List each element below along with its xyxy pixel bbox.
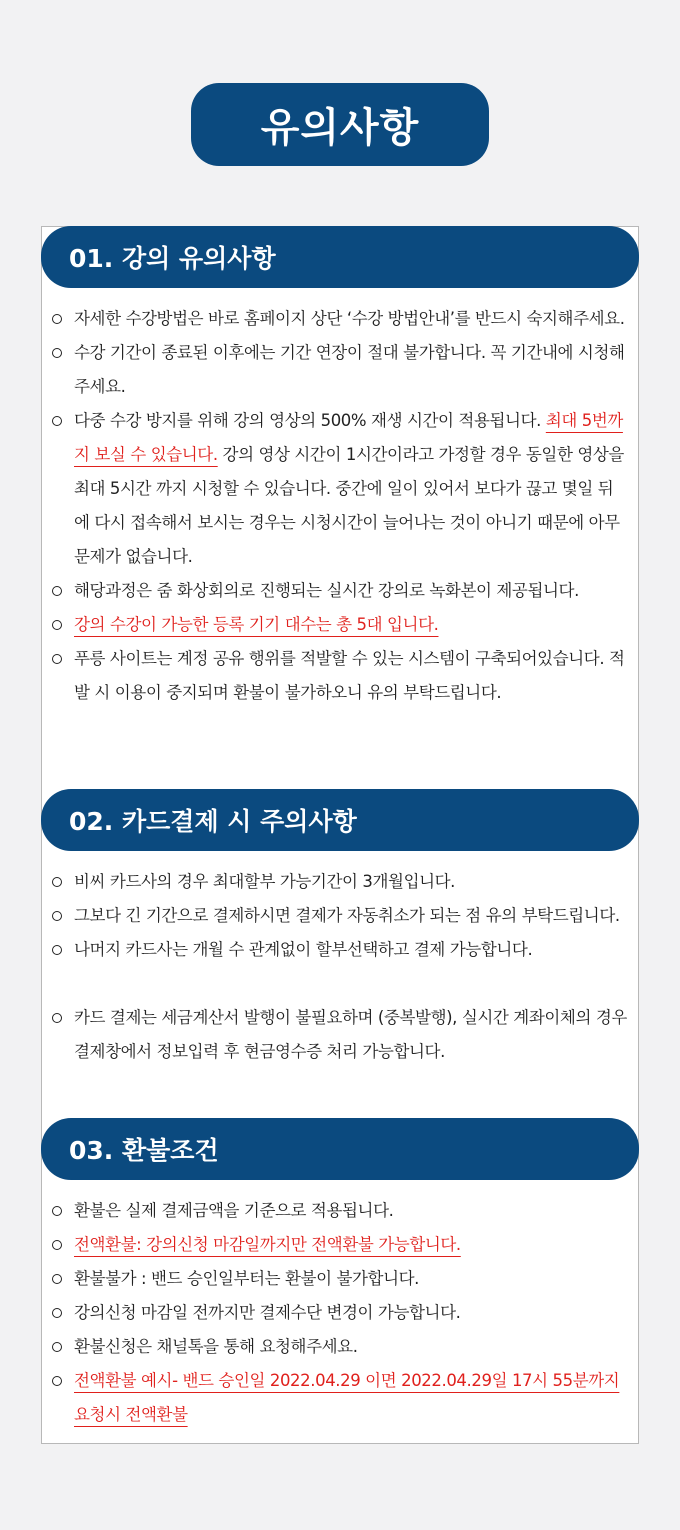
- list-item: [50, 302, 628, 336]
- list-item: [50, 1228, 628, 1262]
- circle-bullet-icon: [52, 416, 62, 426]
- circle-bullet-icon: [52, 1206, 62, 1216]
- circle-bullet-icon: [52, 1376, 62, 1386]
- circle-bullet-icon: [52, 1308, 62, 1318]
- item-text: 푸릉 사이트는 계정 공유 행위를 적발할 수 있는 시스템이 구축되어있습니다. 적발 시 이용이 중지되며 환불이 불가하오니 유의 부탁드립니다.: [74, 649, 625, 702]
- highlight-text: 강의 수강이 가능한 등록 기기 대수는 총 5대 입니다.: [74, 615, 439, 634]
- item-text: 환불은 실제 결제금액을 기준으로 적용됩니다.: [74, 1201, 394, 1220]
- item-text: 그보다 긴 기간으로 결제하시면 결제가 자동취소가 되는 점 유의 부탁드립니다.: [74, 906, 620, 925]
- list-item: [50, 865, 628, 899]
- list-item: [50, 574, 628, 608]
- item-text: 수강 기간이 종료된 이후에는 기간 연장이 절대 불가합니다. 꼭 기간내에 시청해주세요.: [74, 343, 625, 396]
- circle-bullet-icon: [52, 877, 62, 887]
- section-header-lecture: 01. 강의 유의사항: [41, 226, 639, 288]
- spacer: [50, 967, 628, 1001]
- item-text: 비씨 카드사의 경우 최대할부 가능기간이 3개월입니다.: [74, 872, 456, 891]
- item-text: 환불불가 : 밴드 승인일부터는 환불이 불가합니다.: [74, 1269, 420, 1288]
- circle-bullet-icon: [52, 1274, 62, 1284]
- section-header-refund: 03. 환불조건: [41, 1118, 639, 1180]
- lecture-notice-list: [50, 302, 628, 710]
- highlight-text: 전액환불: 강의신청 마감일까지만 전액환불 가능합니다.: [74, 1235, 461, 1254]
- list-item: [50, 899, 628, 933]
- circle-bullet-icon: [52, 1013, 62, 1023]
- item-text: 강의신청 마감일 전까지만 결제수단 변경이 가능합니다.: [74, 1303, 461, 1322]
- item-text: 환불신청은 채널톡을 통해 요청해주세요.: [74, 1337, 358, 1356]
- list-item: [50, 642, 628, 710]
- circle-bullet-icon: [52, 586, 62, 596]
- refund-list: [50, 1194, 628, 1432]
- item-text: 해당과정은 줌 화상회의로 진행되는 실시간 강의로 녹화본이 제공됩니다.: [74, 581, 579, 600]
- list-item: [50, 1364, 628, 1432]
- card-payment-list: [50, 865, 628, 1069]
- list-item: [50, 336, 628, 404]
- circle-bullet-icon: [52, 654, 62, 664]
- item-text: 자세한 수강방법은 바로 홈페이지 상단 ‘수강 방법안내’를 반드시 숙지해주세요.: [74, 309, 625, 328]
- list-item: [50, 608, 628, 642]
- list-item: [50, 404, 628, 574]
- highlight-text: 전액환불 예시- 밴드 승인일 2022.04.29 이면 2022.04.29일 17시 55분까지 요청시 전액환불: [74, 1371, 620, 1424]
- item-text: 나머지 카드사는 개월 수 관계없이 할부선택하고 결제 가능합니다.: [74, 940, 533, 959]
- circle-bullet-icon: [52, 348, 62, 358]
- section-header-card-payment: 02. 카드결제 시 주의사항: [41, 789, 639, 851]
- page-title: 유의사항: [191, 83, 489, 166]
- list-item: [50, 1001, 628, 1069]
- list-item: [50, 933, 628, 967]
- list-item: [50, 1296, 628, 1330]
- highlight-text: 최대 5번까지 보실 수 있습니다.: [74, 411, 623, 464]
- item-text: 다중 수강 방지를 위해 강의 영상의 500% 재생 시간이 적용됩니다.: [74, 411, 546, 430]
- circle-bullet-icon: [52, 911, 62, 921]
- circle-bullet-icon: [52, 620, 62, 630]
- circle-bullet-icon: [52, 1342, 62, 1352]
- item-text: 강의 영상 시간이 1시간이라고 가정할 경우 동일한 영상을 최대 5시간 까지 시청할 수 있습니다. 중간에 일이 있어서 보다가 끊고 몇일 뒤에 다시 접속해서 보시는 경우는 시청시간이 늘어나는 것이 아니기 때문에 아무 문제가 없습니다.: [74, 445, 624, 566]
- item-text: 카드 결제는 세금계산서 발행이 불필요하며 (중복발행), 실시간 계좌이체의 경우 결제창에서 정보입력 후 현금영수증 처리 가능합니다.: [74, 1008, 627, 1061]
- list-item: [50, 1194, 628, 1228]
- circle-bullet-icon: [52, 1240, 62, 1250]
- circle-bullet-icon: [52, 314, 62, 324]
- list-item: [50, 1330, 628, 1364]
- list-item: [50, 1262, 628, 1296]
- circle-bullet-icon: [52, 945, 62, 955]
